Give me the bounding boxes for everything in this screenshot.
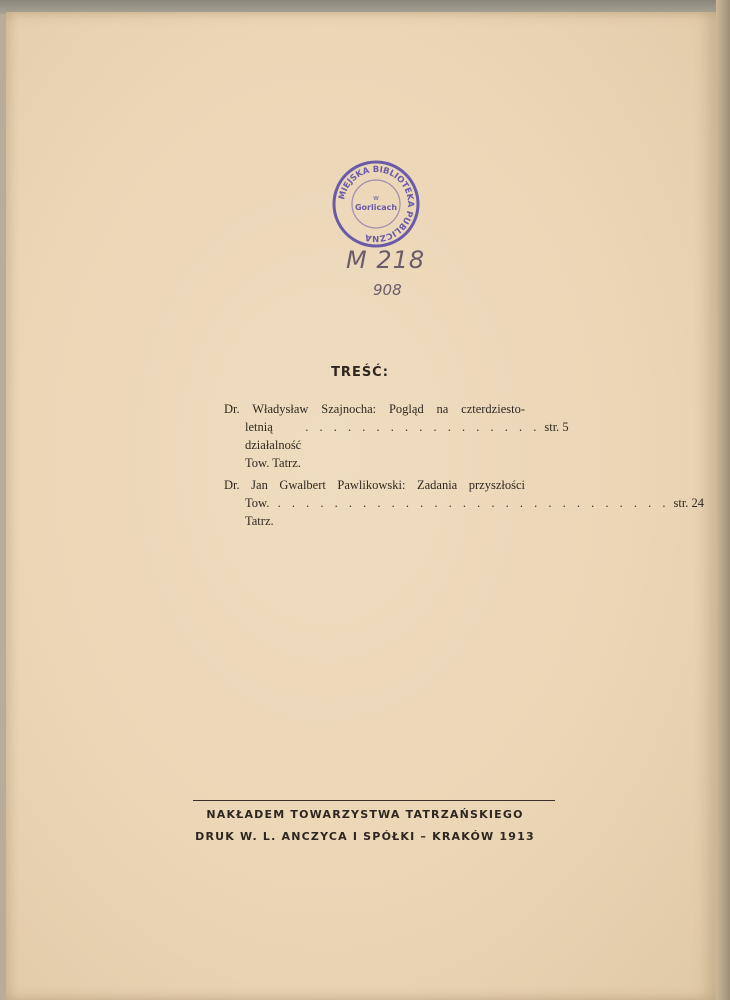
toc-page-ref: str. 24 bbox=[673, 496, 705, 510]
handwritten-shelfmark: M 218 bbox=[346, 246, 426, 274]
table-of-contents bbox=[224, 400, 705, 534]
library-stamp bbox=[330, 158, 422, 250]
dot-leader: . . . . . . . . . . . . . . . . . . . . . . . . . . . . bbox=[277, 496, 670, 510]
handwritten-number: 908 bbox=[373, 281, 402, 299]
stamp-ring-text: MIEJSKA BIBLIOTEKA PUBLICZNA bbox=[337, 164, 416, 244]
toc-entry-title-end: Tow. Tatrz. bbox=[245, 496, 274, 528]
toc-entry-line: Dr. Władysław Szajnocha: Pogląd na czterdziesto- bbox=[224, 402, 525, 416]
printer-line: DRUK W. L. ANCZYCA I SPÓŁKI – KRAKÓW 1913 bbox=[195, 830, 535, 843]
toc-page-ref: str. 5 bbox=[544, 420, 569, 434]
stamp-center-text: Gorlicach bbox=[354, 203, 398, 212]
toc-entry-line bbox=[224, 418, 569, 472]
toc-heading: TREŚĆ: bbox=[331, 365, 389, 380]
toc-entry-line bbox=[224, 494, 705, 530]
toc-entry-line: Dr. Jan Gwalbert Pawlikowski: Zadania przyszłości bbox=[224, 478, 525, 492]
toc-entry-title-end: letnią działalność Tow. Tatrz. bbox=[245, 420, 302, 470]
page-edge-shadow bbox=[716, 0, 730, 1000]
toc-entry-pawlikowski bbox=[224, 476, 705, 530]
dot-leader: . . . . . . . . . . . . . . . . . bbox=[305, 420, 541, 434]
svg-text:w: w bbox=[373, 194, 379, 202]
publisher-line: NAKŁADEM TOWARZYSTWA TATRZAŃSKIEGO bbox=[206, 808, 524, 821]
toc-entry-szajnocha bbox=[224, 400, 569, 472]
imprint-divider bbox=[193, 800, 555, 801]
